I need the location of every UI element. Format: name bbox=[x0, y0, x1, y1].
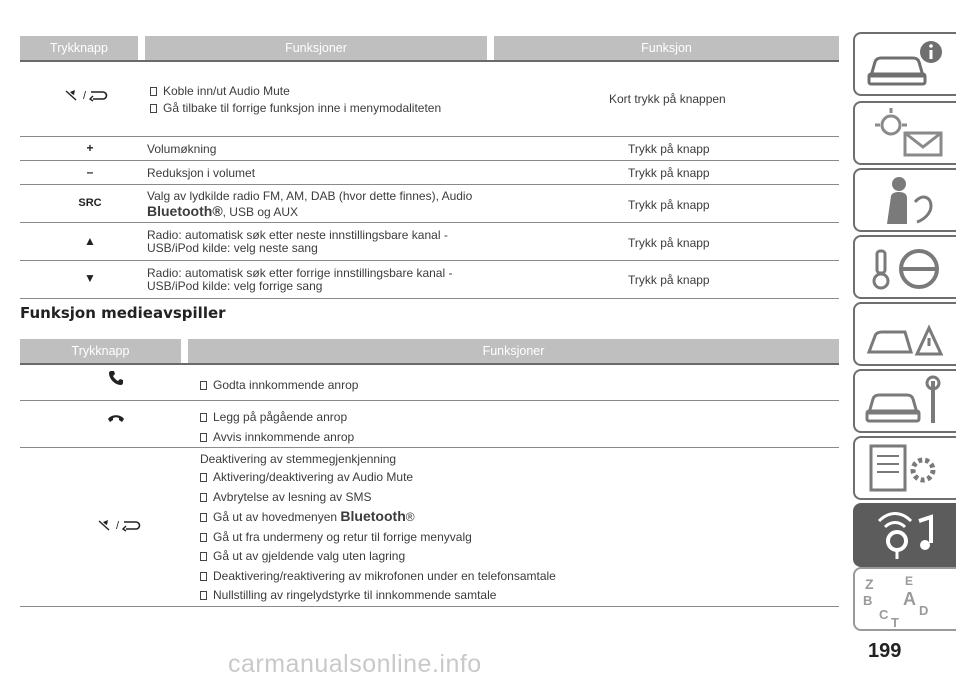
table2-header-button: Trykknapp bbox=[20, 339, 181, 363]
table1-row1-item1 bbox=[150, 84, 290, 98]
up-arrow-button-icon: ▲ bbox=[84, 234, 96, 248]
item-text: Avbrytelse av lesning av SMS bbox=[213, 490, 372, 504]
checkbox-bullet-icon bbox=[200, 413, 207, 422]
table1-header-functions: Funksjoner bbox=[145, 36, 487, 60]
table1-bottom-rule bbox=[20, 298, 839, 299]
table1-header-button: Trykknapp bbox=[20, 36, 138, 60]
tab-safety[interactable] bbox=[853, 168, 956, 232]
index-letter: E bbox=[905, 574, 914, 588]
bluetooth-brand-text: Bluetooth® bbox=[147, 203, 223, 219]
mute-back-button-symbol bbox=[62, 88, 112, 105]
table2-bottom-rule bbox=[20, 606, 839, 607]
checkbox-bullet-icon bbox=[150, 104, 157, 113]
table1-row6-action: Trykk på knapp bbox=[628, 273, 710, 287]
table2-rowC-item3 bbox=[200, 509, 415, 524]
mute-slash-back-icon bbox=[98, 518, 142, 532]
bulb-envelope-icon bbox=[861, 105, 951, 161]
item-text: Gå ut av hovedmenyen bbox=[213, 510, 341, 524]
table1-row6-line2: USB/iPod kilde: velg forrige sang bbox=[147, 279, 323, 293]
item-text: Gå ut fra undermeny og retur til forrige menyvalg bbox=[213, 530, 472, 544]
table2-row-rule bbox=[20, 400, 839, 401]
item-text: Aktivering/deaktivering av Audio Mute bbox=[213, 470, 414, 484]
checkbox-bullet-icon bbox=[200, 533, 207, 542]
tab-multimedia[interactable] bbox=[853, 503, 956, 567]
document-gear-icon bbox=[861, 440, 951, 496]
tab-warning-lights[interactable] bbox=[853, 101, 956, 165]
table1-header-function: Funksjon bbox=[494, 36, 839, 60]
page-number: 199 bbox=[868, 640, 902, 662]
item-text: Avvis innkommende anrop bbox=[213, 430, 355, 444]
checkbox-bullet-icon bbox=[200, 572, 207, 581]
table2-rowB-item1 bbox=[200, 410, 347, 424]
index-letter: A bbox=[903, 589, 916, 609]
table1-header-rule bbox=[20, 60, 839, 62]
checkbox-bullet-icon bbox=[150, 87, 157, 96]
tab-index[interactable] bbox=[853, 567, 956, 631]
table1-row1-action: Kort trykk på knappen bbox=[609, 92, 726, 106]
index-letter: Z bbox=[865, 576, 874, 592]
table2-rowC-item7 bbox=[200, 588, 496, 602]
table2-rowC-intro: Deaktivering av stemmegjenkjenning bbox=[200, 452, 397, 466]
tab-technical-data[interactable] bbox=[853, 436, 956, 500]
table2-rowC-item5 bbox=[200, 549, 405, 563]
down-arrow-button-icon: ▼ bbox=[84, 271, 96, 285]
item-text: Koble inn/ut Audio Mute bbox=[163, 84, 290, 98]
car-warning-triangle-icon bbox=[861, 306, 951, 362]
multimedia-music-icon bbox=[861, 507, 951, 563]
item-text: Godta innkommende anrop bbox=[213, 378, 359, 392]
src-button-symbol: SRC bbox=[78, 197, 102, 209]
table2-rowC-item1 bbox=[200, 470, 413, 484]
table1-row-rule bbox=[20, 160, 839, 161]
car-wrench-icon bbox=[861, 373, 951, 429]
item-text: Gå ut av gjeldende valg uten lagring bbox=[213, 549, 406, 563]
table2-rowC-item2 bbox=[200, 490, 372, 504]
item-text: Legg på pågående anrop bbox=[213, 410, 348, 424]
table1-row-rule bbox=[20, 260, 839, 261]
phone-icon bbox=[108, 370, 124, 386]
tab-dashboard-info[interactable] bbox=[853, 32, 956, 96]
item-text: , USB og AUX bbox=[222, 205, 299, 219]
table1-row5-line1: Radio: automatisk søk etter neste innstillingsbare kanal - bbox=[147, 228, 448, 242]
tab-emergency[interactable] bbox=[853, 302, 956, 366]
checkbox-bullet-icon bbox=[200, 381, 207, 390]
table2-rowB-item2 bbox=[200, 430, 354, 444]
index-letter: C bbox=[879, 607, 889, 622]
table1-row4-line2 bbox=[147, 204, 298, 219]
table2-header-functions: Funksjoner bbox=[188, 339, 839, 363]
index-letter: B bbox=[863, 593, 873, 608]
registered-mark: ® bbox=[405, 510, 415, 524]
table1-row3-action: Trykk på knapp bbox=[628, 166, 710, 180]
checkbox-bullet-icon bbox=[200, 513, 207, 522]
mute-back-button-symbol bbox=[94, 518, 146, 535]
alphabet-index-icon bbox=[861, 571, 951, 627]
tab-maintenance[interactable] bbox=[853, 369, 956, 433]
table1-row5-line2: USB/iPod kilde: velg neste sang bbox=[147, 241, 318, 255]
item-text: Deaktivering/reaktivering av mikrofonen under en telefonsamtale bbox=[213, 569, 556, 583]
item-text: Gå tilbake til forrige funksjon inne i menymodaliteten bbox=[163, 101, 442, 115]
mute-slash-back-icon bbox=[65, 88, 109, 102]
table1-row-rule bbox=[20, 136, 839, 137]
table1-row1-item2 bbox=[150, 101, 441, 115]
table2-rowC-item4 bbox=[200, 530, 472, 544]
table2-rowA-item1 bbox=[200, 378, 358, 392]
checkbox-bullet-icon bbox=[200, 433, 207, 442]
checkbox-bullet-icon bbox=[200, 493, 207, 502]
checkbox-bullet-icon bbox=[200, 552, 207, 561]
table1-row4-action: Trykk på knapp bbox=[628, 198, 710, 212]
table1-row4-line1: Valg av lydkilde radio FM, AM, DAB (hvor dette finnes), Audio bbox=[147, 189, 473, 203]
table2-rowC-item6 bbox=[200, 569, 556, 583]
svg-text:/: / bbox=[83, 90, 87, 102]
table1-row2-text: Volumøkning bbox=[147, 142, 217, 156]
table1-row6-line1: Radio: automatisk søk etter forrige innstillingsbare kanal - bbox=[147, 266, 453, 280]
index-letter: T bbox=[891, 615, 899, 627]
hangup-icon bbox=[107, 413, 125, 423]
bluetooth-brand-text: Bluetooth bbox=[340, 508, 406, 524]
table1-row2-action: Trykk på knapp bbox=[628, 142, 710, 156]
car-info-icon bbox=[861, 36, 951, 92]
table1-row3-text: Reduksjon i volumet bbox=[147, 166, 256, 180]
plus-button-symbol: + bbox=[86, 141, 94, 155]
checkbox-bullet-icon bbox=[200, 473, 207, 482]
phone-hangup-icon bbox=[96, 412, 136, 426]
item-text: Nullstilling av ringelydstyrke til innkommende samtale bbox=[213, 588, 497, 602]
table1-row5-action: Trykk på knapp bbox=[628, 236, 710, 250]
phone-answer-icon bbox=[96, 370, 136, 389]
table1-row-rule bbox=[20, 184, 839, 185]
section-title: Funksjon medieavspiller bbox=[20, 304, 226, 322]
seat-belt-person-icon bbox=[861, 172, 951, 228]
watermark: carmanualsonline.info bbox=[228, 650, 482, 678]
table2-header-rule bbox=[20, 363, 839, 365]
table1-row-rule bbox=[20, 222, 839, 223]
table2-row-rule bbox=[20, 447, 839, 448]
checkbox-bullet-icon bbox=[200, 591, 207, 600]
tab-starting-driving[interactable] bbox=[853, 235, 956, 299]
minus-button-symbol: – bbox=[86, 165, 94, 179]
index-letter: D bbox=[919, 603, 929, 618]
svg-text:/: / bbox=[116, 520, 120, 532]
key-steering-wheel-icon bbox=[861, 239, 951, 295]
